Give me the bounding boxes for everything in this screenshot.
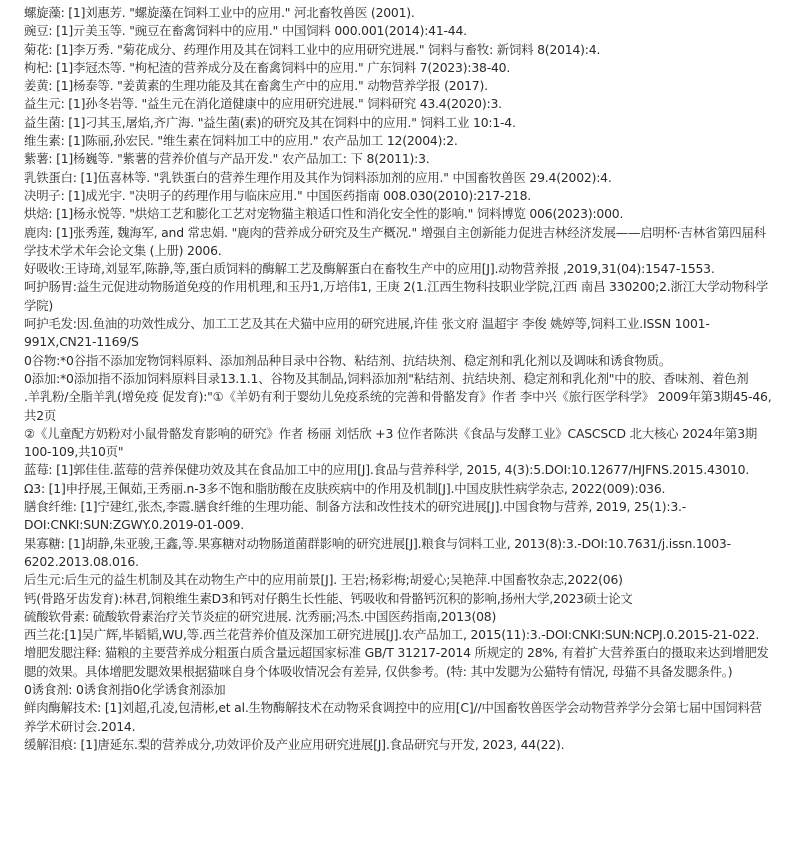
entry-turmeric: 姜黄: [1]杨泰等. "姜黄素的生理功能及其在畜禽生产中的应用." 动物营养学报 (2017). <box>24 78 488 94</box>
entry-pea: 豌豆: [1]亓美玉等. "豌豆在畜禽饲料中的应用." 中国饲料 000.001(2014):41-44. <box>24 23 467 39</box>
entry-vitamin: 维生素: [1]陈丽,孙宏民. "维生素在饲料加工中的应用." 农产品加工 12(2004):2. <box>24 133 458 149</box>
entry-spirulina: 螺旋藻: [1]刘惠芳. "螺旋藻在饲料工业中的应用." 河北畜牧兽医 (2001). <box>24 5 415 20</box>
entry-omega3: Ω3: [1]申抒展,王佩茹,王秀丽.n-3多不饱和脂肪酸在皮肤疾病中的作用及机制[J].中国皮肤性病学杂志, 2022(009):036. <box>24 480 666 496</box>
entry-purple-potato: 紫薯: [1]杨巍等. "紫薯的营养价值与产品开发." 农产品加工: 下 8(2011):3. <box>24 151 430 167</box>
entry-chrysanthemum: 菊花: [1]李万秀. "菊花成分、药理作用及其在饲料工业中的应用研究进展." 饲料与畜牧: 新饲料 8(2014):4. <box>24 41 601 57</box>
entry-zero-grain: 0谷物:*0谷指不添加宠物饲料原料、添加剂品种目录中谷物、粘结剂、抗结块剂、稳定剂和乳化剂以及调味和诱食物质。 <box>24 352 672 368</box>
reference-document <box>24 4 772 754</box>
entry-baking: 烘焙: [1]杨永悦等. "烘焙工艺和膨化工艺对宠物猫主粮适口性和消化安全性的影响." 饲料博览 006(2023):000. <box>24 206 624 222</box>
entry-zero-attractant: 0诱食剂: 0诱食剂指0化学诱食剂添加 <box>24 681 226 697</box>
entry-postbiotic: 后生元:后生元的益生机制及其在动物生产中的应用前景[J]. 王岩;杨彩梅;胡爱心;吴艳萍.中国畜牧杂志,2022(06) <box>24 572 623 588</box>
entry-enzymatic-meat: 鲜肉酶解技术: [1]刘超,孔凌,包清彬,et al.生物酶解技术在动物采食调控中的应用[C]//中国畜牧兽医学会动物营养学分会第七届中国饲料营养学术研讨会.2014. <box>24 700 762 734</box>
entry-fructooligosaccharide: 果寡糖: [1]胡静,朱亚骏,王鑫,等.果寡糖对动物肠道菌群影响的研究进展[J].粮食与饲料工业, 2013(8):3.-DOI:10.7631/j.issn.1003-6202.2013.08.016. <box>24 535 731 569</box>
entry-lactoferrin: 乳铁蛋白: [1]伍喜林等. "乳铁蛋白的营养生理作用及其作为饲料添加剂的应用." 中国畜牧兽医 29.4(2002):4. <box>24 169 612 185</box>
entry-coat-care: 呵护毛发:因.鱼油的功效性成分、加工工艺及其在犬猫中应用的研究进展,许佳 张文府 温超宇 李俊 姚婷等,饲料工业.ISSN 1001-991X,CN21-1169/S <box>24 316 710 350</box>
entry-goat-milk: .羊乳粉/全脂羊乳(增免疫 促发育):"①《羊奶有利于婴幼儿免疫系统的完善和骨骼发育》作者 李中兴《旅行医学科学》 2009年第3期45-46,共2页 <box>24 389 772 423</box>
entry-probiotic: 益生菌: [1]刁其玉,屠焰,齐广海. "益生菌(素)的研究及其在饲料中的应用." 饲料工业 10:1-4. <box>24 114 516 130</box>
entry-blueberry: 蓝莓: [1]郭佳佳.蓝莓的营养保健功效及其在食品加工中的应用[J].食品与营养科学, 2015, 4(3):5.DOI:10.12677/HJFNS.2015.43010. <box>24 462 750 478</box>
entry-dietary-fiber: 膳食纤维: [1]宁建红,张杰,李霞.膳食纤维的生理功能、制备方法和改性技术的研究进展[J].中国食物与营养, 2019, 25(1):3.-DOI:CNKI:SUN:ZGWY.0.2019-01-009. <box>24 499 687 533</box>
entry-venison: 鹿肉: [1]张秀莲, 魏海军, and 常忠娟. "鹿肉的营养成分研究及生产概况." 增强自主创新能力促进吉林经济发展——启明杯·吉林省第四届科学技术学术年会论文集 (上册) 2006. <box>24 224 766 258</box>
entry-tear-stain: 缓解泪痕: [1]唐延东.梨的营养成分,功效评价及产业应用研究进展[J].食品研究与开发, 2023, 44(22). <box>24 736 565 752</box>
entry-weight-gain-note: 增肥发腮注释: 猫粮的主要营养成分粗蛋白质含量远超国家标准 GB/T 31217-2014 所规定的 28%, 有着扩大营养蛋白的摄取来达到增肥发腮的效果。具体增肥发腮效果根据猫咪自身个体吸收情况会有差异, 仅供参考。(特: 其中发腮为公猫特有情况, 母猫不具备发腮条件。) <box>24 645 769 679</box>
entry-zero-additive: 0添加:*0添加指不添加饲料原料目录13.1.1、谷物及其制品,饲料添加剂"粘结剂、抗结块剂、稳定剂和乳化剂"中的胶、香味剂、着色剂 <box>24 370 749 386</box>
entry-calcium: 钙(骨路牙齿发育):林君,饲粮维生素D3和钙对仔鹅生长性能、钙吸收和骨骼钙沉积的影响,扬州大学,2023硕士论文 <box>24 590 633 606</box>
entry-easy-absorption: 好吸收:王诗琦,刘显军,陈静,等,蛋白质饲料的酶解工艺及酶解蛋白在畜牧生产中的应用[J].动物营养报 ,2019,31(04):1547-1553. <box>24 261 715 277</box>
entry-goat-milk-ref2: ②《儿童配方奶粉对小鼠骨骼发育影响的研究》作者 杨丽 刘恬欣 +3 位作者陈洪《食品与发酵工业》CASCSCD 北大核心 2024年第3期100-109,共10页" <box>24 425 758 460</box>
entry-chondroitin: 硫酸软骨素: 硫酸软骨素治疗关节炎症的研究进展. 沈秀丽;冯杰.中国医药指南,2013(08) <box>24 608 497 624</box>
entry-goji: 枸杞: [1]李冠杰等. "枸杞渣的营养成分及在畜禽饲料中的应用." 广东饲料 7(2023):38-40. <box>24 59 511 75</box>
entry-prebiotic: 益生元: [1]孙冬岩等. "益生元在消化道健康中的应用研究进展." 饲料研究 43.4(2020):3. <box>24 96 502 112</box>
entry-broccoli: 西兰花:[1]吴广辉,毕韬韬,WU,等.西兰花营养价值及深加工研究进展[J].农产品加工, 2015(11):3.-DOI:CNKI:SUN:NCPJ.0.2015-21-022. <box>24 627 760 643</box>
entry-gut-care: 呵护肠胃:益生元促进动物肠道免疫的作用机理,和玉丹1,万培伟1, 王庚 2(1.江西生物科技职业学院,江西 南昌 330200;2.浙江大学动物科学学院) <box>24 279 769 313</box>
entry-cassia-seed: 决明子: [1]成光宇. "决明子的药理作用与临床应用." 中国医药指南 008.030(2010):217-218. <box>24 187 532 203</box>
